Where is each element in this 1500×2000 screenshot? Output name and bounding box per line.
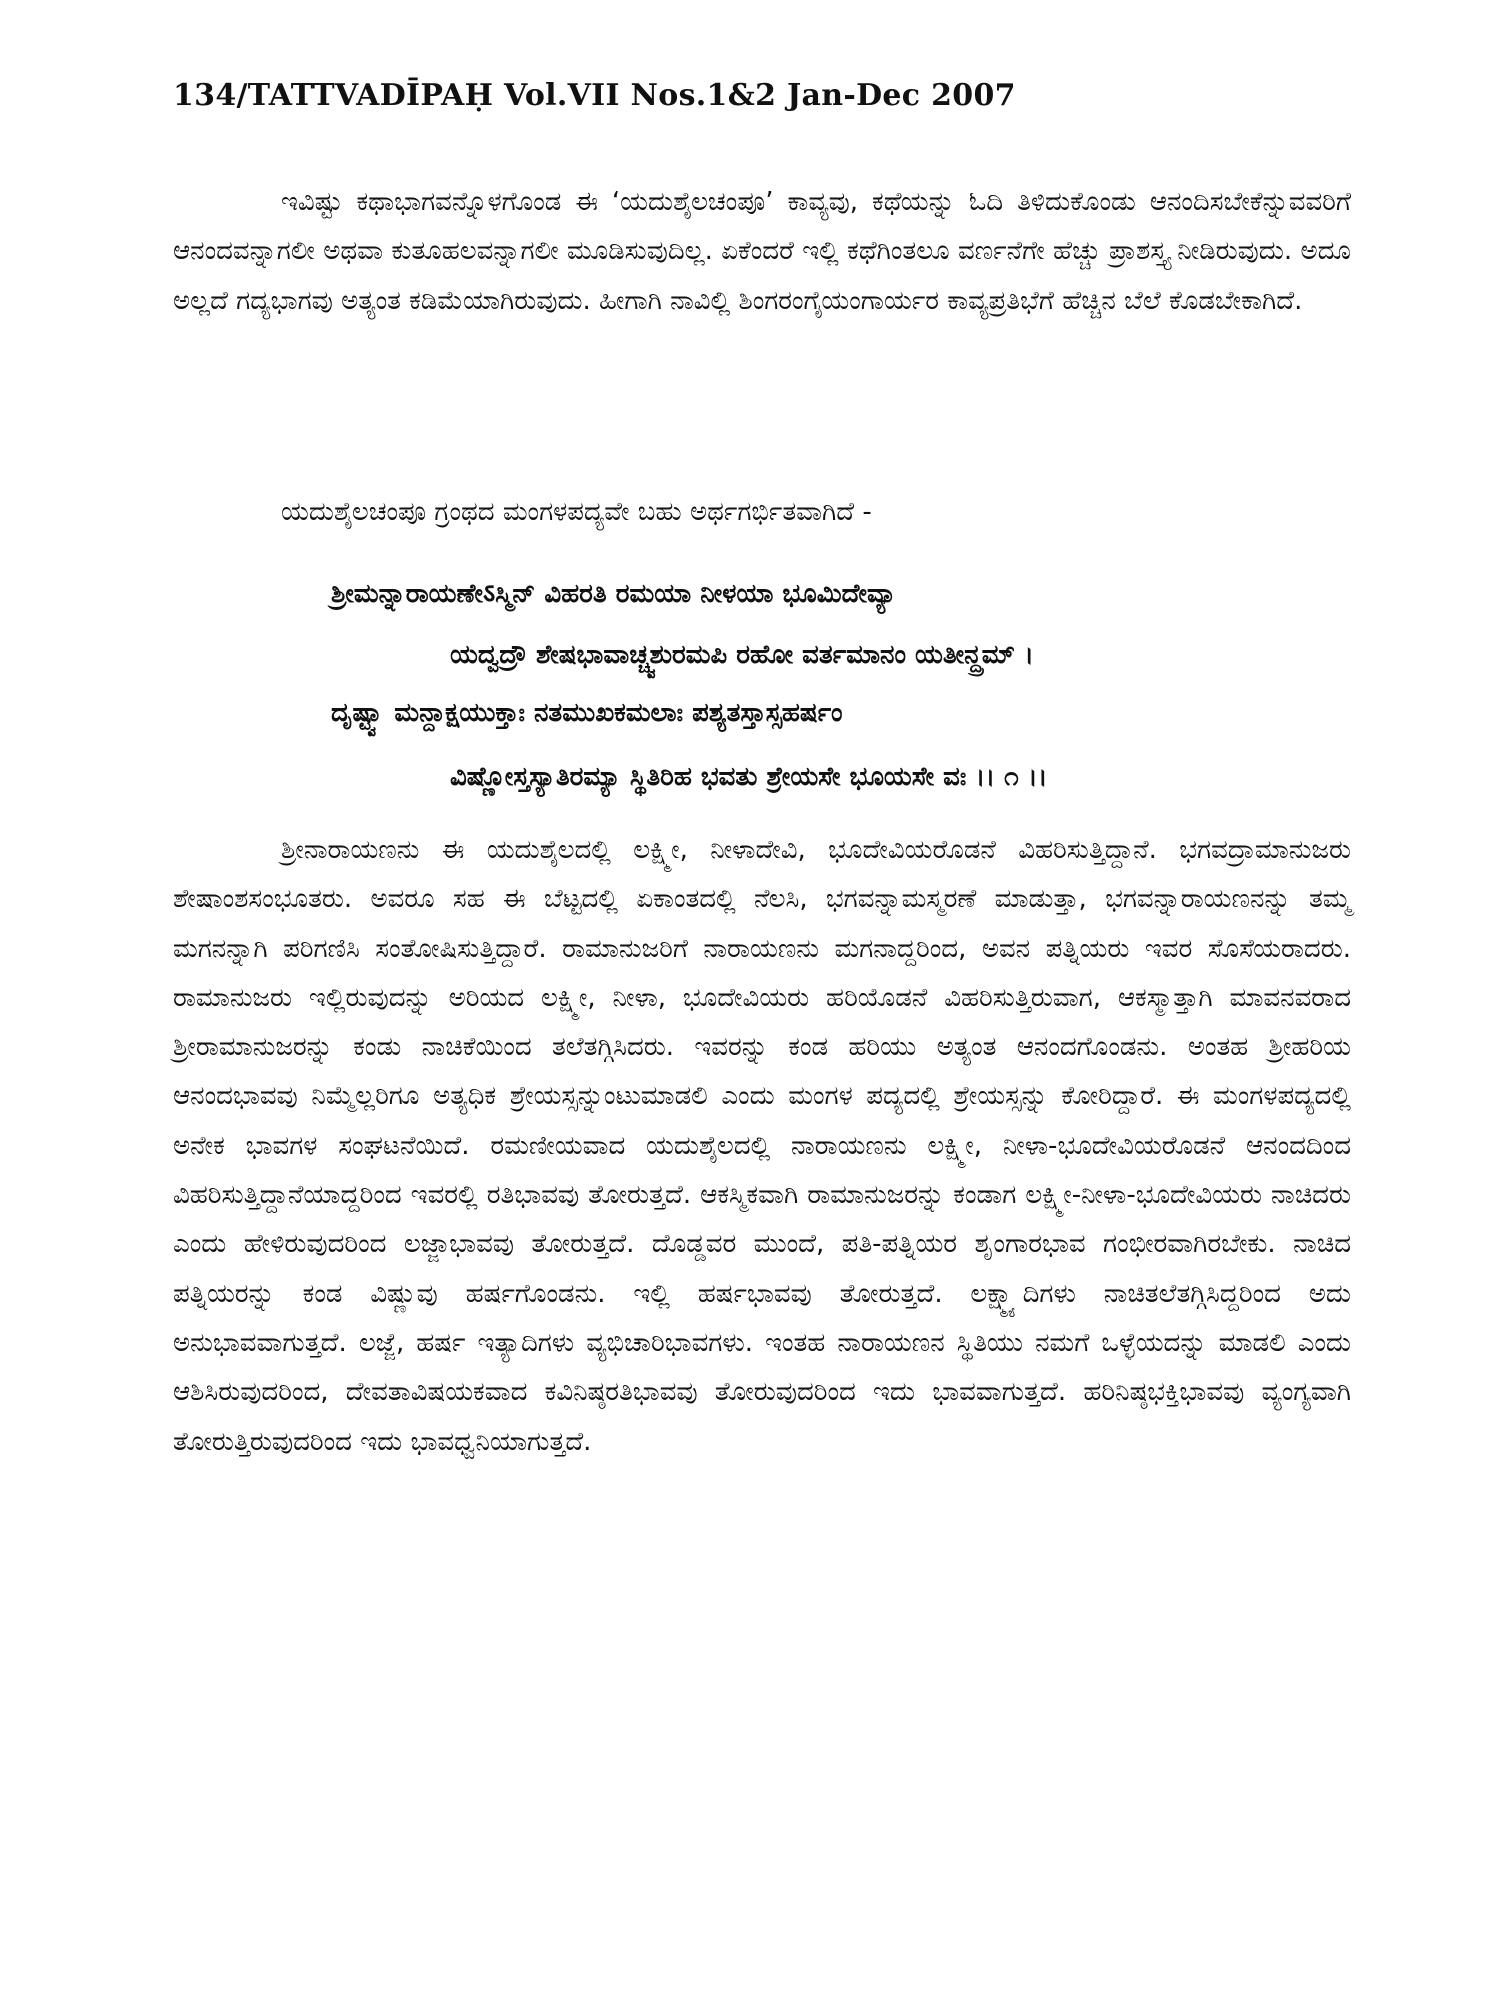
verse-line-1: ಶ್ರೀಮನ್ನಾರಾಯಣೇऽಸ್ಮಿನ್ ವಿಹರತಿ ರಮಯಾ ನೀಳಯಾ ಭೂಮಿದೇವ್ಯಾ bbox=[331, 579, 897, 609]
verse-intro-line: ಯದುಶೈಲಚಂಪೂ ಗ್ರಂಥದ ಮಂಗಳಪದ್ಯವೇ ಬಹು ಅರ್ಥಗರ್ಭಿತವಾಗಿದೆ - bbox=[281, 497, 872, 527]
verse-line-4: ವಿಷ್ಣೋಸ್ತಸ್ಯಾತಿರಮ್ಯಾ ಸ್ಥಿತಿರಿಹ ಭವತು ಶ್ರೇಯಸೇ ಭೂಯಸೇ ವಃ ।। ೧ ।। bbox=[450, 762, 1048, 792]
body-paragraph-2: ಶ್ರೀನಾರಾಯಣನು ಈ ಯದುಶೈಲದಲ್ಲಿ ಲಕ್ಷ್ಮೀ, ನೀಳಾದೇವಿ, ಭೂದೇವಿಯರೊಡನೆ ವಿಹರಿಸುತ್ತಿದ್ದಾನೆ. ಭಗವದ್ರಾಮಾನುಜರು ಶೇಷಾಂಶಸಂಭೂತರು. ಅವರೂ ಸಹ ಈ ಬೆಟ್ಟದಲ್ಲಿ ಏಕಾಂತದಲ್ಲಿ ನೆಲಸಿ, ಭಗವನ್ನಾಮಸ್ಮರಣೆ ಮಾಡುತ್ತಾ, ಭಗವನ್ನಾರಾಯಣನನ್ನು ತಮ್ಮ ಮಗನನ್ನಾಗಿ ಪರಿಗಣಿಸಿ ಸಂತೋಷಿಸುತ್ತಿದ್ದಾರೆ. ರಾಮಾನುಜರಿಗೆ ನಾರಾಯಣನು ಮಗನಾದ್ದರಿಂದ, ಅವನ ಪತ್ನಿಯರು ಇವರ ಸೊಸೆಯರಾದರು. ರಾಮಾನುಜರು ಇಲ್ಲಿರುವುದನ್ನು ಅರಿಯದ ಲಕ್ಷ್ಮೀ, ನೀಳಾ, ಭೂದೇವಿಯರು ಹರಿಯೊಡನೆ ವಿಹರಿಸುತ್ತಿರುವಾಗ, ಆಕಸ್ಮಾತ್ತಾಗಿ ಮಾವನವರಾದ ಶ್ರೀರಾಮಾನುಜರನ್ನು ಕಂಡು ನಾಚಿಕೆಯಿಂದ ತಲೆತಗ್ಗಿಸಿದರು. ಇವರನ್ನು ಕಂಡ ಹರಿಯು ಅತ್ಯಂತ ಆನಂದಗೊಂಡನು. ಅಂತಹ ಶ್ರೀಹರಿಯ ಆನಂದಭಾವವು ನಿಮ್ಮೆಲ್ಲರಿಗೂ ಅತ್ಯಧಿಕ ಶ್ರೇಯಸ್ಸನ್ನುಂಟುಮಾಡಲಿ ಎಂದು ಮಂಗಳ ಪದ್ಯದಲ್ಲಿ ಶ್ರೇಯಸ್ಸನ್ನು ಕೋರಿದ್ದಾರೆ. ಈ ಮಂಗಳಪದ್ಯದಲ್ಲಿ ಅನೇಕ ಭಾವಗಳ ಸಂಘಟನೆಯಿದೆ. ರಮಣೀಯವಾದ ಯದುಶೈಲದಲ್ಲಿ ನಾರಾಯಣನು ಲಕ್ಷ್ಮೀ, ನೀಳಾ-ಭೂದೇವಿಯರೊಡನೆ ಆನಂದದಿಂದ ವಿಹರಿಸುತ್ತಿದ್ದಾನೆಯಾದ್ದರಿಂದ ಇವರಲ್ಲಿ ರತಿಭಾವವು ತೋರುತ್ತದೆ. ಆಕಸ್ಮಿಕವಾಗಿ ರಾಮಾನುಜರನ್ನು ಕಂಡಾಗ ಲಕ್ಷ್ಮೀ-ನೀಳಾ-ಭೂದೇವಿಯರು ನಾಚಿದರು ಎಂದು ಹೇಳಿರುವುದರಿಂದ ಲಜ್ಜಾಭಾವವು ತೋರುತ್ತದೆ. ದೊಡ್ಡವರ ಮುಂದೆ, ಪತಿ-ಪತ್ನಿಯರ ಶೃಂಗಾರಭಾವ ಗಂಭೀರವಾಗಿರಬೇಕು. ನಾಚಿದ ಪತ್ನಿಯರನ್ನು ಕಂಡ ವಿಷ್ಣುವು ಹರ್ಷಗೊಂಡನು. ಇಲ್ಲಿ ಹರ್ಷಭಾವವು ತೋರುತ್ತದೆ. ಲಕ್ಷ್ಮ್ಯಾದಿಗಳು ನಾಚಿತಲೆತಗ್ಗಿಸಿದ್ದರಿಂದ ಅದು ಅನುಭಾವವಾಗುತ್ತದೆ. ಲಜ್ಜೆ, ಹರ್ಷ ಇತ್ಯಾದಿಗಳು ವ್ಯಭಿಚಾರಿಭಾವಗಳು. ಇಂತಹ ನಾರಾಯಣನ ಸ್ಥಿತಿಯು ನಮಗೆ ಒಳ್ಳೆಯದನ್ನು ಮಾಡಲಿ ಎಂದು ಆಶಿಸಿರುವುದರಿಂದ, ದೇವತಾವಿಷಯಕವಾದ ಕವಿನಿಷ್ಠರತಿಭಾವವು ತೋರುವುದರಿಂದ ಇದು ಭಾವವಾಗುತ್ತದೆ. ಹರಿನಿಷ್ಠಭಕ್ತಿಭಾವವು ವ್ಯಂಗ್ಯವಾಗಿ ತೋರುತ್ತಿರುವುದರಿಂದ ಇದು ಭಾವಧ್ವನಿಯಾಗುತ್ತದೆ. bbox=[173, 835, 1351, 1457]
body-paragraph-1: ಇವಿಷ್ಟು ಕಥಾಭಾಗವನ್ನೊಳಗೊಂಡ ಈ ‘ಯದುಶೈಲಚಂಪೂ’ ಕಾವ್ಯವು, ಕಥೆಯನ್ನು ಓದಿ ತಿಳಿದುಕೊಂಡು ಆನಂದಿಸಬೇಕೆನ್ನುವವರಿಗೆ ಆನಂದವನ್ನಾಗಲೀ ಅಥವಾ ಕುತೂಹಲವನ್ನಾಗಲೀ ಮೂಡಿಸುವುದಿಲ್ಲ. ಏಕೆಂದರೆ ಇಲ್ಲಿ ಕಥೆಗಿಂತಲೂ ವರ್ಣನೆಗೇ ಹೆಚ್ಚು ಪ್ರಾಶಸ್ತ್ಯ ನೀಡಿರುವುದು. ಅದೂ ಅಲ್ಲದೆ ಗದ್ಯಭಾಗವು ಅತ್ಯಂತ ಕಡಿಮೆಯಾಗಿರುವುದು. ಹೀಗಾಗಿ ನಾವಿಲ್ಲಿ ಶಿಂಗರಂಗೈಯಂಗಾರ್ಯರ ಕಾವ್ಯಪ್ರತಿಭೆಗೆ ಹೆಚ್ಚಿನ ಬೆಲೆ ಕೊಡಬೇಕಾಗಿದೆ. bbox=[173, 187, 1351, 316]
verse-line-2: ಯದ್ವದ್ರೌ ಶೇಷಭಾವಾಚ್ಚ್ವಶುರಮಪಿ ರಹೋ ವರ್ತಮಾನಂ ಯತೀನ್ದ್ರಮ್ । bbox=[450, 640, 1034, 670]
verse-line-3: ದೃಷ್ಟ್ವಾ ಮನ್ದಾಕ್ಷಯುಕ್ತಾಃ ನತಮುಖಕಮಲಾಃ ಪಶ್ಯತಸ್ತಾಸ್ಸಹರ್ಷಂ bbox=[331, 698, 843, 728]
running-header: 134/TATTVADĪPAḤ Vol.VII Nos.1&2 Jan-Dec 2007 bbox=[173, 78, 1016, 113]
